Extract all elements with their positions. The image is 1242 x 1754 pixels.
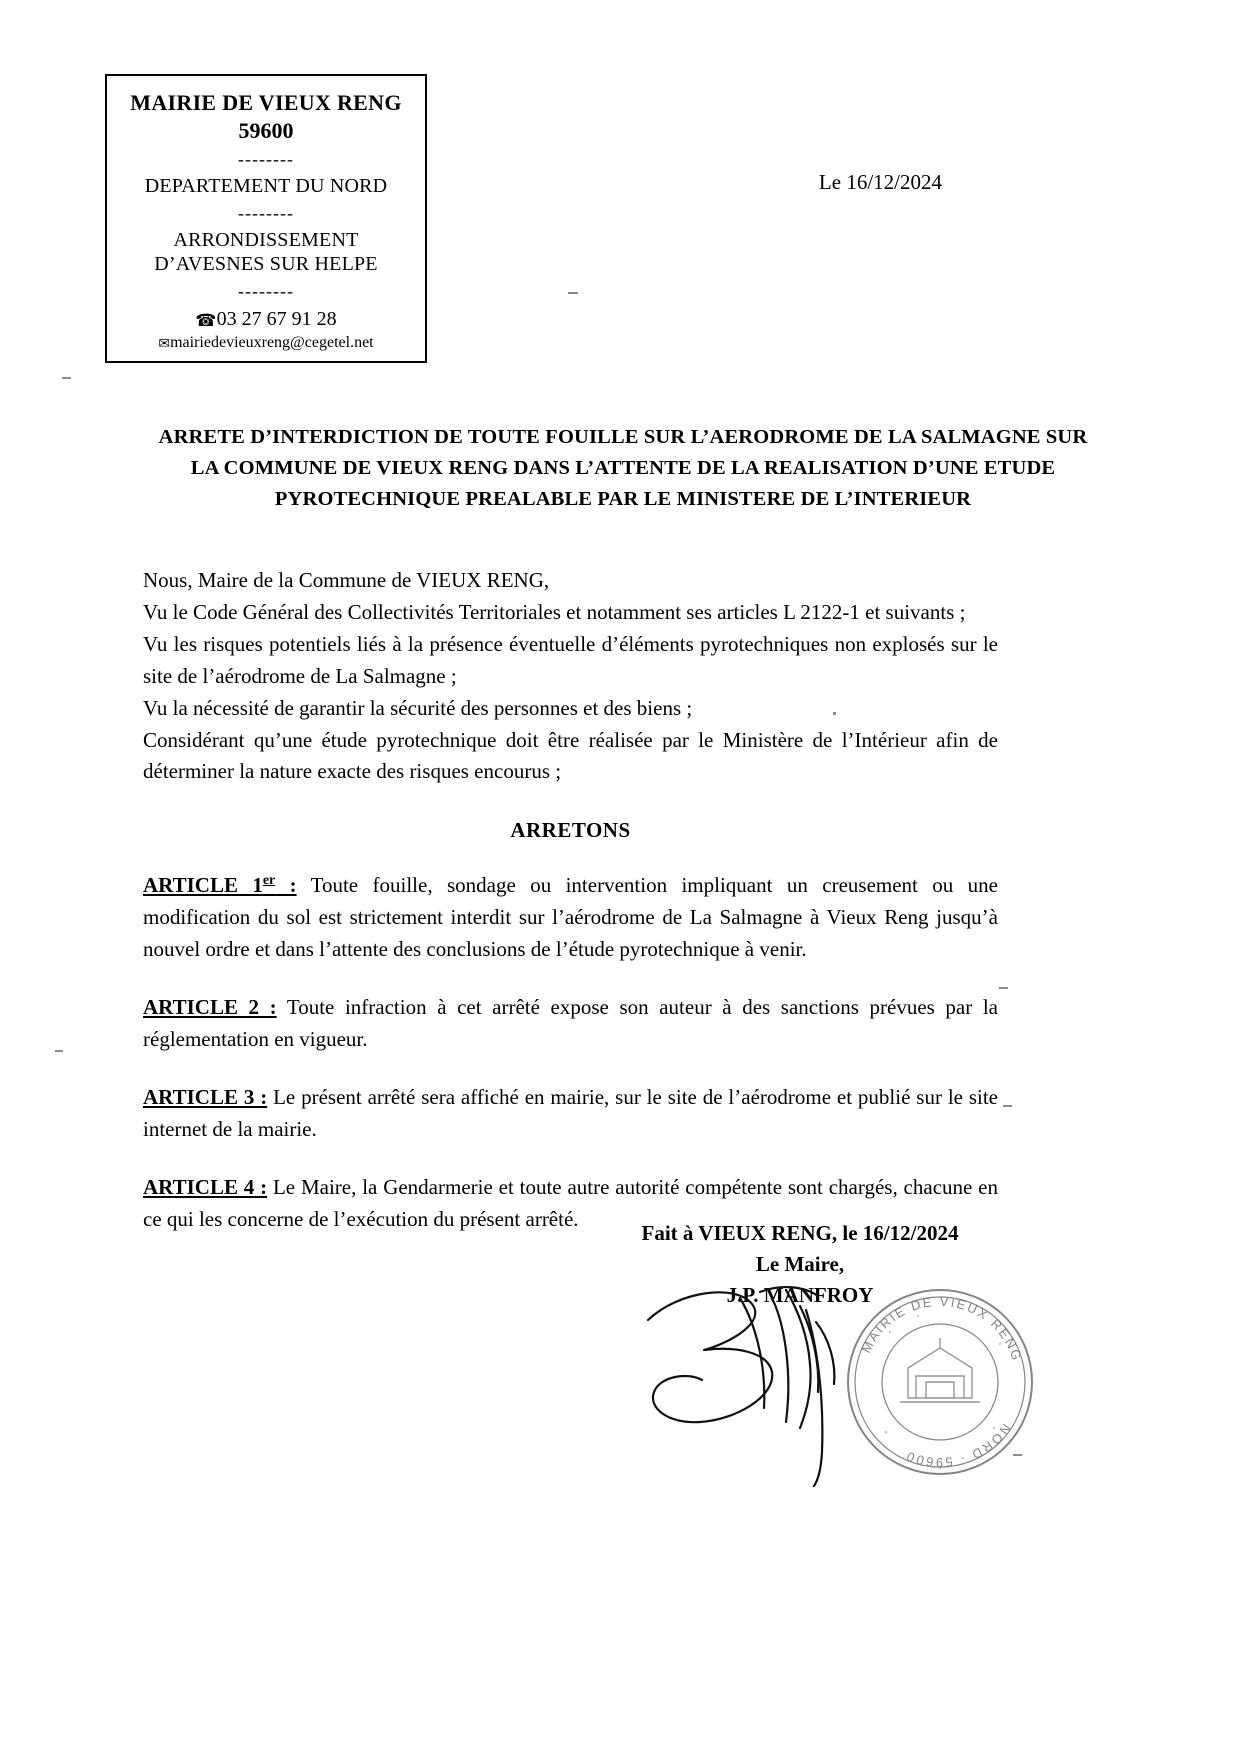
article-1-label-text: ARTICLE 1 (143, 873, 263, 898)
arrondissement-line-2: D’AVESNES SUR HELPE (154, 253, 378, 276)
svg-text:NORD · 59600: NORD · 59600 (902, 1421, 1014, 1471)
article-4-text: Le Maire, la Gendarmerie et toute autre autorité compétente sont chargés, chacune en ce qui les concerne de l’exécution du présent arrêté. (143, 1174, 999, 1231)
article-3 (143, 1082, 998, 1146)
signature-role: Le Maire, (755, 1252, 845, 1277)
preamble-block (143, 565, 998, 788)
preamble-line-2: Vu le Code Général des Collectivités Territoriales et notamment ses articles L 2122-1 et suivants ; (143, 599, 966, 624)
handwritten-signature (640, 1280, 930, 1490)
article-1-label-sup: er (262, 872, 276, 888)
title-line-2: SALMAGNE SUR LA COMMUNE DE VIEUX RENG DANS L’ATTENTE DE LA (190, 426, 1088, 480)
article-1 (143, 869, 998, 966)
email-line (107, 332, 425, 354)
scan-speck (833, 712, 836, 715)
article-2-label-colon: : (259, 995, 277, 1020)
signature-place-date: Fait à VIEUX RENG, le 16/12/2024 (641, 1221, 959, 1245)
letterhead-divider-3: -------- (238, 280, 294, 301)
article-2-label (143, 995, 277, 1019)
svg-text:MAIRIE DE VIEUX RENG: MAIRIE DE VIEUX RENG (858, 1293, 1026, 1364)
scan-speck (999, 987, 1008, 989)
scan-speck (55, 1050, 63, 1052)
article-3-label-text: ARTICLE 3 (143, 1084, 255, 1109)
article-3-text: Le présent arrêté sera affiché en mairie, sur le site de l’aérodrome et publié sur le site internet de la mairie. (143, 1084, 999, 1141)
article-2-label-text: ARTICLE 2 (143, 995, 260, 1020)
preamble-line-3: Vu les risques potentiels liés à la présence éventuelle d’éléments pyrotechniques non explosés sur le site de l’aérodrome de La Salmagne ; (143, 631, 998, 688)
scan-speck (1013, 1454, 1022, 1456)
preamble-line-1: Nous, Maire de la Commune de VIEUX RENG, (143, 568, 550, 592)
letterhead-divider-1: -------- (238, 149, 294, 170)
article-1-label (143, 873, 297, 897)
preamble-line-4: Vu la nécessité de garantir la sécurité des personnes et des biens ; (143, 695, 693, 720)
title-line-1: ARRETE D’INTERDICTION DE TOUTE FOUILLE SUR L’AERODROME DE LA (158, 426, 916, 448)
arretons-heading: ARRETONS (510, 818, 631, 843)
title-line-4: MINISTERE DE L’INTERIEUR (676, 488, 972, 511)
article-4-label-colon: : (254, 1174, 268, 1199)
scan-speck (1003, 1105, 1012, 1107)
letterhead-box (105, 74, 427, 363)
article-3-label-colon: : (254, 1084, 268, 1109)
article-4-label-text: ARTICLE 4 (143, 1174, 255, 1199)
scan-speck (62, 377, 71, 379)
title-line-3: REALISATION D’UNE ETUDE PYROTECHNIQUE PREALABLE PAR LE (274, 457, 1056, 511)
letterhead-divider-2: -------- (238, 202, 294, 223)
article-2 (143, 992, 998, 1056)
document-body (143, 565, 998, 1236)
envelope-icon: ✉ (158, 335, 171, 352)
document-date: Le 16/12/2024 (818, 170, 942, 194)
phone-line (107, 306, 425, 332)
article-2-text: Toute infraction à cet arrêté expose son auteur à des sanctions prévues par la réglementation en vigueur. (143, 995, 998, 1051)
telephone-icon: ☎ (195, 310, 217, 331)
article-1-text: Toute fouille, sondage ou intervention impliquant un creusement ou une modification du sol est strictement interdit sur l’aérodrome de La Salmagne à Vieux Reng jusqu’à nouvel ordre et dans l’attente des conclusions de l’étude pyrotechnique à venir. (143, 873, 998, 962)
postal-code: 59600 (238, 117, 294, 143)
article-4-label (143, 1175, 267, 1199)
page-title (148, 422, 1098, 515)
phone-number: 03 27 67 91 28 (216, 307, 337, 330)
article-1-label-colon: : (275, 873, 297, 898)
signature-block (560, 1218, 1040, 1311)
email-address: mairiedevieuxreng@cegetel.net (170, 333, 374, 351)
signature-name: J.P. MANFROY (726, 1283, 874, 1308)
arrondissement-line-1: ARRONDISSEMENT (173, 228, 359, 251)
preamble-line-5: Considérant qu’une étude pyrotechnique doit être réalisée par le Ministère de l’Intérieur afin de déterminer la nature exacte des risques encourus ; (143, 727, 998, 784)
department-name: DEPARTEMENT DU NORD (144, 175, 388, 198)
mairie-title: MAIRIE DE VIEUX RENG (130, 90, 402, 115)
scan-speck (568, 292, 578, 294)
article-3-label (143, 1085, 267, 1109)
